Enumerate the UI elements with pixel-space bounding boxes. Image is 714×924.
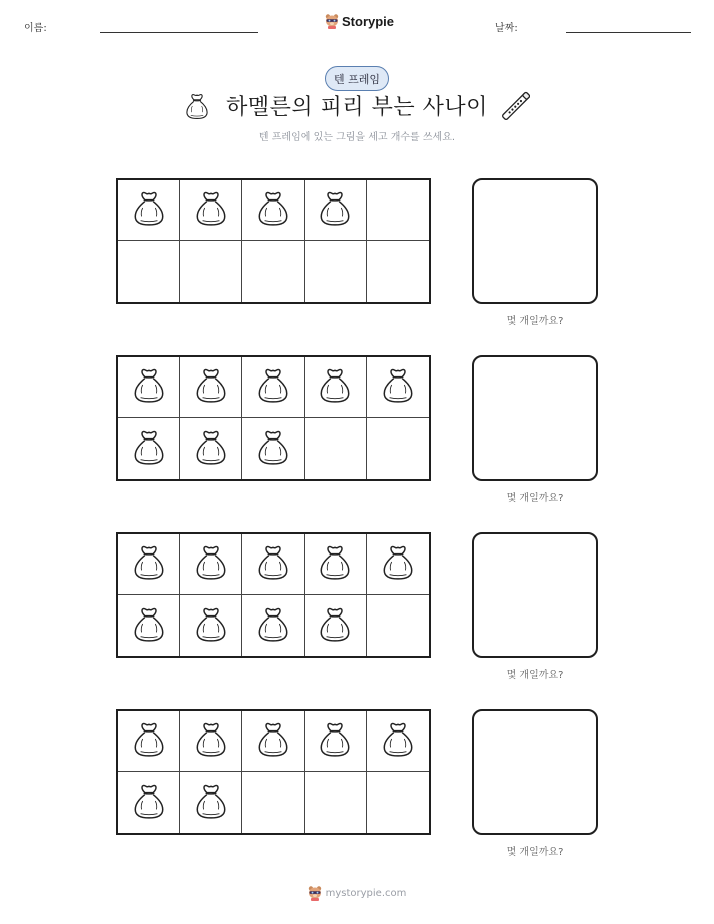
answer-box[interactable]	[472, 709, 598, 835]
ten-frame-cell	[118, 534, 180, 595]
brand-name: Storypie	[342, 13, 395, 29]
ten-frame-cell	[180, 357, 242, 418]
ten-frame-cell	[367, 418, 429, 479]
ten-frame-cell	[242, 772, 304, 833]
ten-frame-cell	[305, 534, 367, 595]
page-title: 하멜른의 피리 부는 사나이	[226, 95, 488, 120]
flute-icon	[502, 90, 530, 126]
ten-frame-cell	[118, 180, 180, 241]
ten-frame-cell	[242, 534, 304, 595]
money-sack-icon	[192, 781, 230, 825]
money-sack-icon	[379, 719, 417, 763]
money-sack-icon	[130, 781, 168, 825]
money-sack-icon	[130, 188, 168, 232]
ten-frame-cell	[242, 418, 304, 479]
ten-frame-cell	[118, 772, 180, 833]
ten-frame-cell	[180, 711, 242, 772]
ten-frame-cell	[305, 241, 367, 302]
money-sack-icon	[254, 719, 292, 763]
ten-frame-cell	[367, 534, 429, 595]
answer-box[interactable]	[472, 178, 598, 304]
question-label: 몇 개일까요?	[506, 670, 564, 681]
ten-frame-cell	[367, 772, 429, 833]
money-sack-icon	[379, 542, 417, 586]
instructions: 텐 프레임에 있는 그림을 세고 개수를 쓰세요.	[258, 132, 456, 143]
ten-frame-cell	[118, 357, 180, 418]
money-sack-icon	[192, 427, 230, 471]
question-label: 몇 개일까요?	[506, 316, 564, 327]
money-sack-icon	[316, 542, 354, 586]
money-sack-icon	[254, 604, 292, 648]
ten-frame-cell	[118, 241, 180, 302]
money-sack-icon	[130, 365, 168, 409]
ten-frame	[116, 178, 431, 304]
ten-frame-cell	[367, 357, 429, 418]
ten-frame-cell	[305, 180, 367, 241]
money-sack-icon	[130, 604, 168, 648]
storypie-logo	[325, 13, 394, 29]
topic-badge: 텐 프레임	[325, 66, 389, 91]
money-sack-icon	[192, 542, 230, 586]
ten-frame-cell	[305, 711, 367, 772]
ten-frame	[116, 709, 431, 835]
ten-frame-cell	[242, 711, 304, 772]
ten-frame-cell	[305, 772, 367, 833]
ten-frame-cell	[180, 772, 242, 833]
money-sack-icon	[130, 427, 168, 471]
date-line	[566, 32, 691, 33]
money-sack-icon	[254, 365, 292, 409]
money-sack-icon	[192, 604, 230, 648]
money-sack-icon	[316, 188, 354, 232]
answer-box[interactable]	[472, 355, 598, 481]
money-sack-icon	[379, 365, 417, 409]
money-sack-icon	[130, 719, 168, 763]
ten-frame-cell	[180, 418, 242, 479]
ten-frame-cell	[118, 711, 180, 772]
money-sack-icon	[316, 365, 354, 409]
ten-frame-cell	[242, 357, 304, 418]
money-sack-icon	[192, 365, 230, 409]
name-line	[100, 32, 258, 33]
money-sack-icon	[192, 188, 230, 232]
name-label: 이름:	[24, 23, 47, 34]
ten-frame-cell	[367, 595, 429, 656]
money-sack-icon	[316, 604, 354, 648]
question-label: 몇 개일까요?	[506, 847, 564, 858]
ten-frame-cell	[367, 180, 429, 241]
ten-frame-cell	[305, 595, 367, 656]
ten-frame-cell	[180, 180, 242, 241]
question-label: 몇 개일까요?	[506, 493, 564, 504]
money-sack-icon	[316, 719, 354, 763]
ten-frame	[116, 532, 431, 658]
ten-frame-cell	[242, 595, 304, 656]
bear-logo-icon	[308, 885, 322, 901]
ten-frame-cell	[180, 534, 242, 595]
ten-frame-cell	[305, 418, 367, 479]
ten-frame-cell	[180, 241, 242, 302]
ten-frame-cell	[242, 241, 304, 302]
money-sack-icon	[254, 188, 292, 232]
money-sack-icon	[130, 542, 168, 586]
money-sack-icon	[192, 719, 230, 763]
ten-frame-cell	[367, 241, 429, 302]
money-sack-icon	[254, 427, 292, 471]
ten-frame-cell	[118, 595, 180, 656]
date-label: 날짜:	[495, 23, 518, 34]
money-sack-icon	[254, 542, 292, 586]
ten-frame-cell	[367, 711, 429, 772]
ten-frame-cell	[118, 418, 180, 479]
bear-logo-icon	[325, 13, 339, 29]
ten-frame-cell	[305, 357, 367, 418]
footer	[0, 885, 714, 901]
answer-box[interactable]	[472, 532, 598, 658]
ten-frame-cell	[242, 180, 304, 241]
ten-frame	[116, 355, 431, 481]
footer-url: mystorypie.com	[325, 887, 407, 899]
ten-frame-cell	[180, 595, 242, 656]
